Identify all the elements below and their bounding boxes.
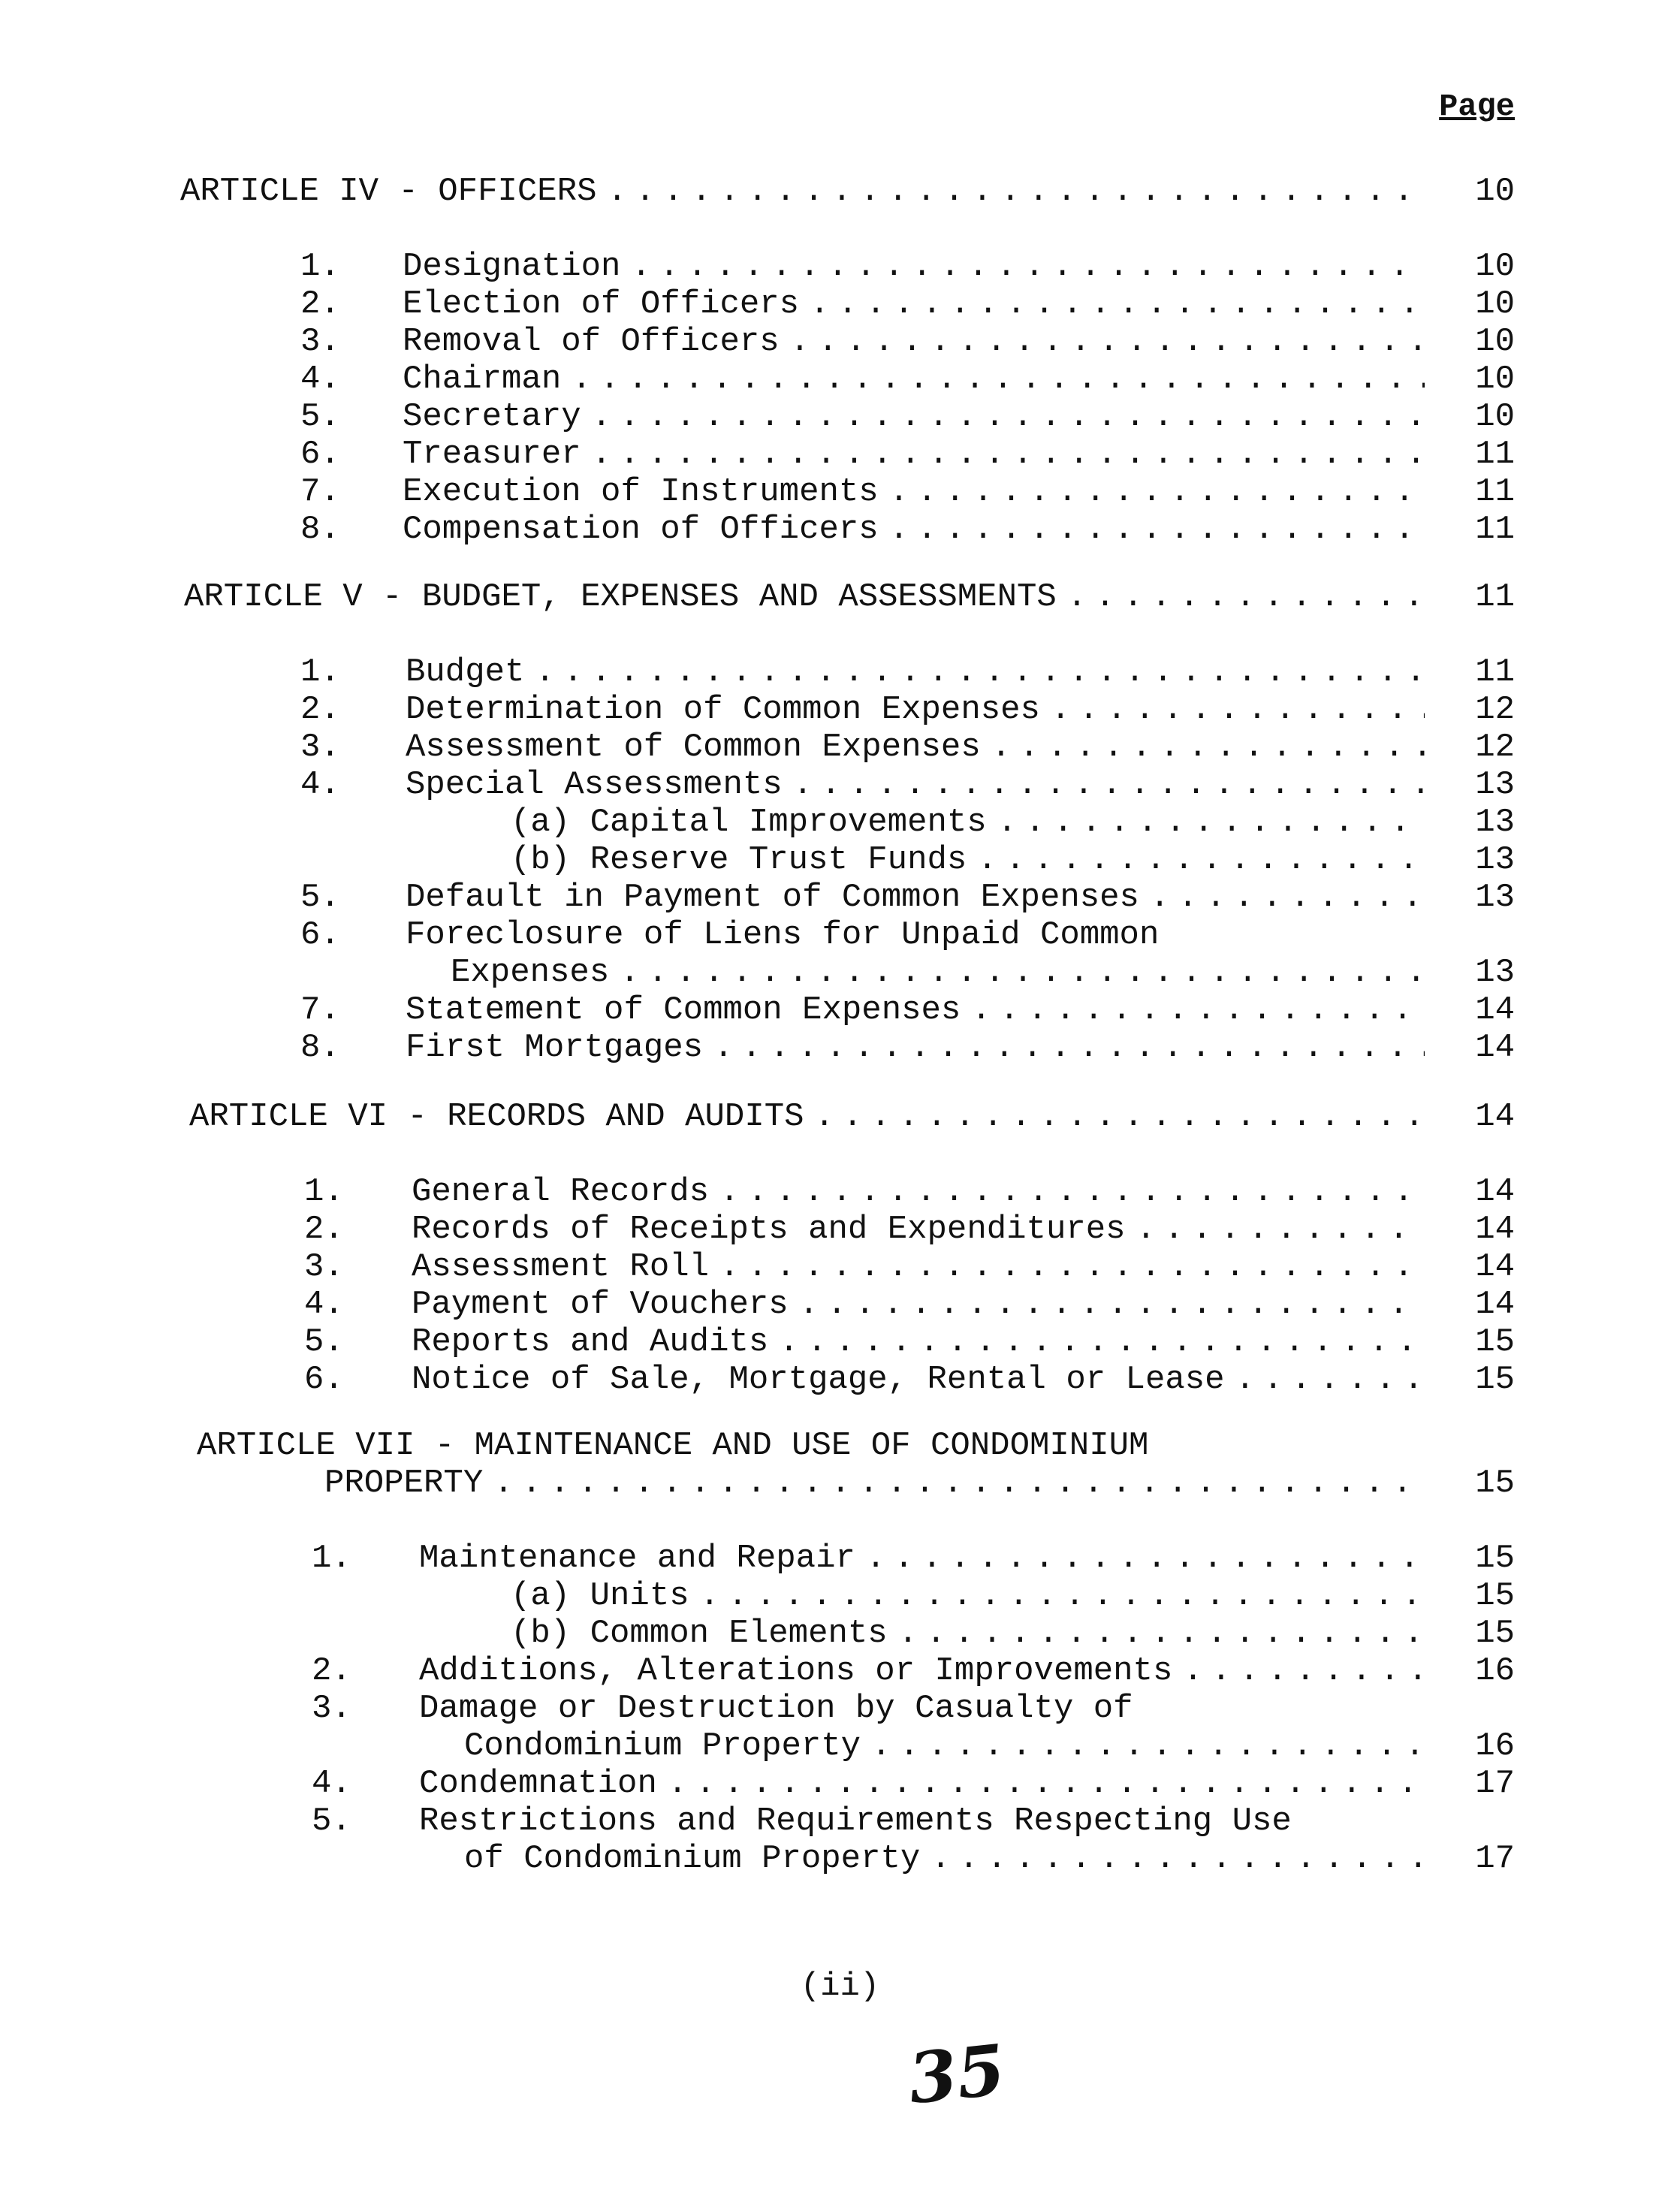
entry-title: ARTICLE V - BUDGET, EXPENSES AND ASSESSMENTS	[184, 578, 1057, 616]
dot-leader	[783, 766, 1425, 804]
entry-title: Condemnation	[419, 1765, 657, 1802]
entry-title: ARTICLE VII - MAINTENANCE AND USE OF CONDOMINIUM	[197, 1427, 1149, 1464]
entry-page-number: 14	[1475, 1029, 1515, 1066]
entry-number: 5.	[300, 879, 340, 916]
entry-title: of Condominium Property	[464, 1840, 921, 1878]
entry-title-cell	[403, 285, 1425, 323]
entry-title-cell	[412, 1323, 1425, 1361]
toc-entry	[0, 1323, 1680, 1361]
entry-number: 3.	[312, 1690, 351, 1727]
dot-leader	[879, 511, 1425, 548]
entry-page-number: 10	[1475, 398, 1515, 436]
entry-title: Designation	[403, 248, 621, 285]
entry-page-number: 14	[1475, 1286, 1515, 1323]
entry-title: Maintenance and Repair	[419, 1540, 855, 1577]
entry-page-number: 13	[1475, 954, 1515, 991]
entry-page-number: 10	[1475, 323, 1515, 360]
toc-entry	[0, 1248, 1680, 1286]
entry-page-number: 15	[1475, 1577, 1515, 1615]
entry-title-cell	[406, 728, 1425, 766]
article-spacer	[0, 1136, 1680, 1173]
entry-title-cell	[412, 1211, 1425, 1248]
entry-title-cell	[403, 398, 1425, 436]
entry-number: 3.	[300, 728, 340, 766]
dot-leader	[657, 1765, 1425, 1802]
toc-entry	[0, 1361, 1680, 1398]
entry-title: (b) Common Elements	[511, 1615, 888, 1652]
toc-article	[0, 1098, 1680, 1398]
entry-number: 2.	[304, 1211, 344, 1248]
entry-title: Execution of Instruments	[403, 473, 879, 511]
entry-title: Foreclosure of Liens for Unpaid Common	[406, 916, 1160, 954]
entry-title: Special Assessments	[406, 766, 783, 804]
entry-page-number: 14	[1475, 1098, 1515, 1136]
dot-leader	[967, 841, 1425, 879]
entry-page-number: 13	[1475, 841, 1515, 879]
entry-title: Restrictions and Requirements Respecting Use	[419, 1802, 1292, 1840]
entry-title-cell	[324, 1464, 1425, 1502]
handwritten-page-number: 35	[904, 2029, 1009, 2120]
article-heading	[0, 578, 1680, 616]
entry-title: Determination of Common Expenses	[406, 691, 1040, 728]
entry-page-number: 11	[1475, 511, 1515, 548]
dot-leader	[1040, 691, 1425, 728]
entry-page-number: 11	[1475, 578, 1515, 616]
entry-page-number: 15	[1475, 1615, 1515, 1652]
entry-page-number: 13	[1475, 766, 1515, 804]
entry-page-number: 13	[1475, 879, 1515, 916]
toc-entry	[0, 1690, 1680, 1727]
entry-title-cell	[406, 691, 1425, 728]
toc-entry-continuation	[0, 1840, 1680, 1878]
dot-leader	[855, 1540, 1425, 1577]
entry-title: Default in Payment of Common Expenses	[406, 879, 1139, 916]
entry-number: 1.	[300, 248, 340, 285]
dot-leader	[804, 1098, 1425, 1136]
entry-title-cell	[406, 1029, 1425, 1066]
entry-number: 8.	[300, 511, 340, 548]
toc-entry-continuation	[0, 954, 1680, 991]
dot-leader	[1139, 879, 1425, 916]
entry-page-number: 15	[1475, 1323, 1515, 1361]
toc-subentry	[0, 804, 1680, 841]
dot-leader	[861, 1727, 1425, 1765]
entry-number: 2.	[300, 691, 340, 728]
toc-entry	[0, 1802, 1680, 1840]
entry-title-cell	[403, 323, 1425, 360]
toc-entry	[0, 991, 1680, 1029]
entry-page-number: 13	[1475, 804, 1515, 841]
entry-title: First Mortgages	[406, 1029, 704, 1066]
entry-title-cell	[189, 1098, 1425, 1136]
entry-title-cell	[511, 804, 1425, 841]
entry-title: Records of Receipts and Expenditures	[412, 1211, 1126, 1248]
entry-title-cell	[419, 1652, 1425, 1690]
entry-title-cell	[403, 248, 1425, 285]
dot-leader	[703, 1029, 1425, 1066]
toc-entry	[0, 1540, 1680, 1577]
entry-number: 1.	[312, 1540, 351, 1577]
entry-title-cell	[406, 991, 1425, 1029]
dot-leader	[789, 1286, 1425, 1323]
entry-page-number: 14	[1475, 1173, 1515, 1211]
dot-leader	[961, 991, 1425, 1029]
entry-title: General Records	[412, 1173, 710, 1211]
entry-page-number: 16	[1475, 1727, 1515, 1765]
dot-leader	[1172, 1652, 1425, 1690]
toc-subentry	[0, 1615, 1680, 1652]
article-heading	[0, 173, 1680, 210]
toc-entry	[0, 285, 1680, 323]
entry-title: Damage or Destruction by Casualty of	[419, 1690, 1133, 1727]
entry-title-cell	[197, 1427, 1425, 1464]
dot-leader	[524, 653, 1425, 691]
entry-title: Secretary	[403, 398, 581, 436]
entry-title-cell	[403, 436, 1425, 473]
entry-title-cell	[184, 578, 1425, 616]
entry-title: Additions, Alterations or Improvements	[419, 1652, 1173, 1690]
entry-number: 8.	[300, 1029, 340, 1066]
entry-title-cell	[419, 1765, 1425, 1802]
toc-entry	[0, 1765, 1680, 1802]
entry-title-cell	[403, 360, 1425, 398]
entry-title-cell	[464, 1727, 1425, 1765]
entry-page-number: 14	[1475, 1211, 1515, 1248]
entry-title-cell	[419, 1802, 1425, 1840]
entry-title: Notice of Sale, Mortgage, Rental or Lease	[412, 1361, 1225, 1398]
toc-entry	[0, 398, 1680, 436]
entry-page-number: 12	[1475, 691, 1515, 728]
entry-title: Reports and Audits	[412, 1323, 769, 1361]
entry-title: Assessment Roll	[412, 1248, 710, 1286]
entry-title: Statement of Common Expenses	[406, 991, 961, 1029]
entry-number: 1.	[300, 653, 340, 691]
dot-leader	[581, 398, 1425, 436]
toc-entry	[0, 1652, 1680, 1690]
entry-title: Election of Officers	[403, 285, 800, 323]
entry-title-cell	[412, 1173, 1425, 1211]
toc-article	[0, 578, 1680, 1066]
entry-number: 5.	[300, 398, 340, 436]
toc-article	[0, 1427, 1680, 1878]
dot-leader	[609, 954, 1425, 991]
toc-article	[0, 173, 1680, 548]
entry-page-number: 11	[1475, 473, 1515, 511]
entry-page-number: 15	[1475, 1464, 1515, 1502]
toc-entry	[0, 360, 1680, 398]
entry-number: 4.	[312, 1765, 351, 1802]
entry-number: 4.	[300, 766, 340, 804]
dot-leader	[888, 1615, 1425, 1652]
dot-leader	[920, 1840, 1425, 1878]
entry-number: 3.	[300, 323, 340, 360]
dot-leader	[1057, 578, 1425, 616]
dot-leader	[780, 323, 1425, 360]
entry-title-cell	[451, 954, 1425, 991]
toc-entry	[0, 1173, 1680, 1211]
dot-leader	[799, 285, 1425, 323]
entry-title-cell	[406, 916, 1425, 954]
dot-leader	[620, 248, 1425, 285]
entry-title-cell	[412, 1248, 1425, 1286]
entry-page-number: 10	[1475, 360, 1515, 398]
toc-entry	[0, 1029, 1680, 1066]
entry-title-cell	[511, 841, 1425, 879]
dot-leader	[689, 1577, 1425, 1615]
entry-title: Removal of Officers	[403, 323, 780, 360]
dot-leader	[483, 1464, 1425, 1502]
article-heading-continuation	[0, 1464, 1680, 1502]
entry-title: Expenses	[451, 954, 610, 991]
entry-number: 2.	[300, 285, 340, 323]
entry-title-cell	[406, 766, 1425, 804]
entry-title-cell	[403, 511, 1425, 548]
entry-page-number: 17	[1475, 1765, 1515, 1802]
entry-number: 4.	[300, 360, 340, 398]
dot-leader	[709, 1248, 1425, 1286]
entry-title: (a) Capital Improvements	[511, 804, 987, 841]
dot-leader	[597, 173, 1425, 210]
entry-page-number: 14	[1475, 991, 1515, 1029]
entry-number: 6.	[300, 916, 340, 954]
entry-number: 2.	[312, 1652, 351, 1690]
dot-leader	[581, 436, 1425, 473]
toc-entry	[0, 916, 1680, 954]
entry-title-cell	[464, 1840, 1425, 1878]
entry-page-number: 10	[1475, 285, 1515, 323]
page-number: (ii)	[800, 1968, 880, 2005]
entry-title-cell	[419, 1540, 1425, 1577]
toc-subentry	[0, 1577, 1680, 1615]
entry-number: 1.	[304, 1173, 344, 1211]
toc-entry	[0, 691, 1680, 728]
toc-entry	[0, 1286, 1680, 1323]
toc-subentry	[0, 841, 1680, 879]
entry-title-cell	[419, 1690, 1425, 1727]
entry-title: PROPERTY	[324, 1464, 484, 1502]
entry-number: 3.	[304, 1248, 344, 1286]
toc-entry-continuation	[0, 1727, 1680, 1765]
entry-title: Chairman	[403, 360, 562, 398]
entry-number: 5.	[312, 1802, 351, 1840]
article-heading	[0, 1098, 1680, 1136]
entry-page-number: 12	[1475, 728, 1515, 766]
entry-title: Condominium Property	[464, 1727, 861, 1765]
dot-leader	[1126, 1211, 1425, 1248]
entry-title: ARTICLE IV - OFFICERS	[180, 173, 597, 210]
entry-number: 7.	[300, 473, 340, 511]
entry-title: Treasurer	[403, 436, 581, 473]
entry-title: Budget	[406, 653, 525, 691]
dot-leader	[1225, 1361, 1425, 1398]
toc-entry	[0, 323, 1680, 360]
dot-leader	[561, 360, 1425, 398]
entry-title: (b) Reserve Trust Funds	[511, 841, 967, 879]
entry-page-number: 15	[1475, 1540, 1515, 1577]
entry-page-number: 10	[1475, 248, 1515, 285]
dot-leader	[709, 1173, 1425, 1211]
article-spacer	[0, 1502, 1680, 1540]
entry-title-cell	[406, 653, 1425, 691]
entry-number: 4.	[304, 1286, 344, 1323]
entry-title-cell	[412, 1286, 1425, 1323]
entry-title-cell	[406, 879, 1425, 916]
dot-leader	[981, 728, 1425, 766]
entry-title: Assessment of Common Expenses	[406, 728, 981, 766]
toc-entry	[0, 248, 1680, 285]
entry-title-cell	[511, 1615, 1425, 1652]
entry-title: (a) Units	[511, 1577, 689, 1615]
article-spacer	[0, 210, 1680, 248]
entry-page-number: 10	[1475, 173, 1515, 210]
entry-title-cell	[180, 173, 1425, 210]
entry-number: 5.	[304, 1323, 344, 1361]
toc-entry	[0, 653, 1680, 691]
entry-title: Payment of Vouchers	[412, 1286, 789, 1323]
page-column-header: Page	[1439, 89, 1515, 125]
entry-number: 6.	[300, 436, 340, 473]
toc-entry	[0, 766, 1680, 804]
article-heading	[0, 1427, 1680, 1464]
entry-title-cell	[412, 1361, 1425, 1398]
entry-page-number: 11	[1475, 436, 1515, 473]
entry-title-cell	[511, 1577, 1425, 1615]
entry-number: 7.	[300, 991, 340, 1029]
toc-entry	[0, 511, 1680, 548]
entry-page-number: 15	[1475, 1361, 1515, 1398]
entry-title: ARTICLE VI - RECORDS AND AUDITS	[189, 1098, 804, 1136]
article-spacer	[0, 616, 1680, 653]
entry-page-number: 14	[1475, 1248, 1515, 1286]
entry-title-cell	[403, 473, 1425, 511]
entry-page-number: 16	[1475, 1652, 1515, 1690]
dot-leader	[768, 1323, 1425, 1361]
toc-entry	[0, 879, 1680, 916]
entry-number: 6.	[304, 1361, 344, 1398]
entry-page-number: 17	[1475, 1840, 1515, 1878]
toc-entry	[0, 1211, 1680, 1248]
toc-entry	[0, 436, 1680, 473]
toc-entry	[0, 728, 1680, 766]
toc-entry	[0, 473, 1680, 511]
entry-page-number: 11	[1475, 653, 1515, 691]
dot-leader	[987, 804, 1425, 841]
entry-title: Compensation of Officers	[403, 511, 879, 548]
dot-leader	[879, 473, 1425, 511]
